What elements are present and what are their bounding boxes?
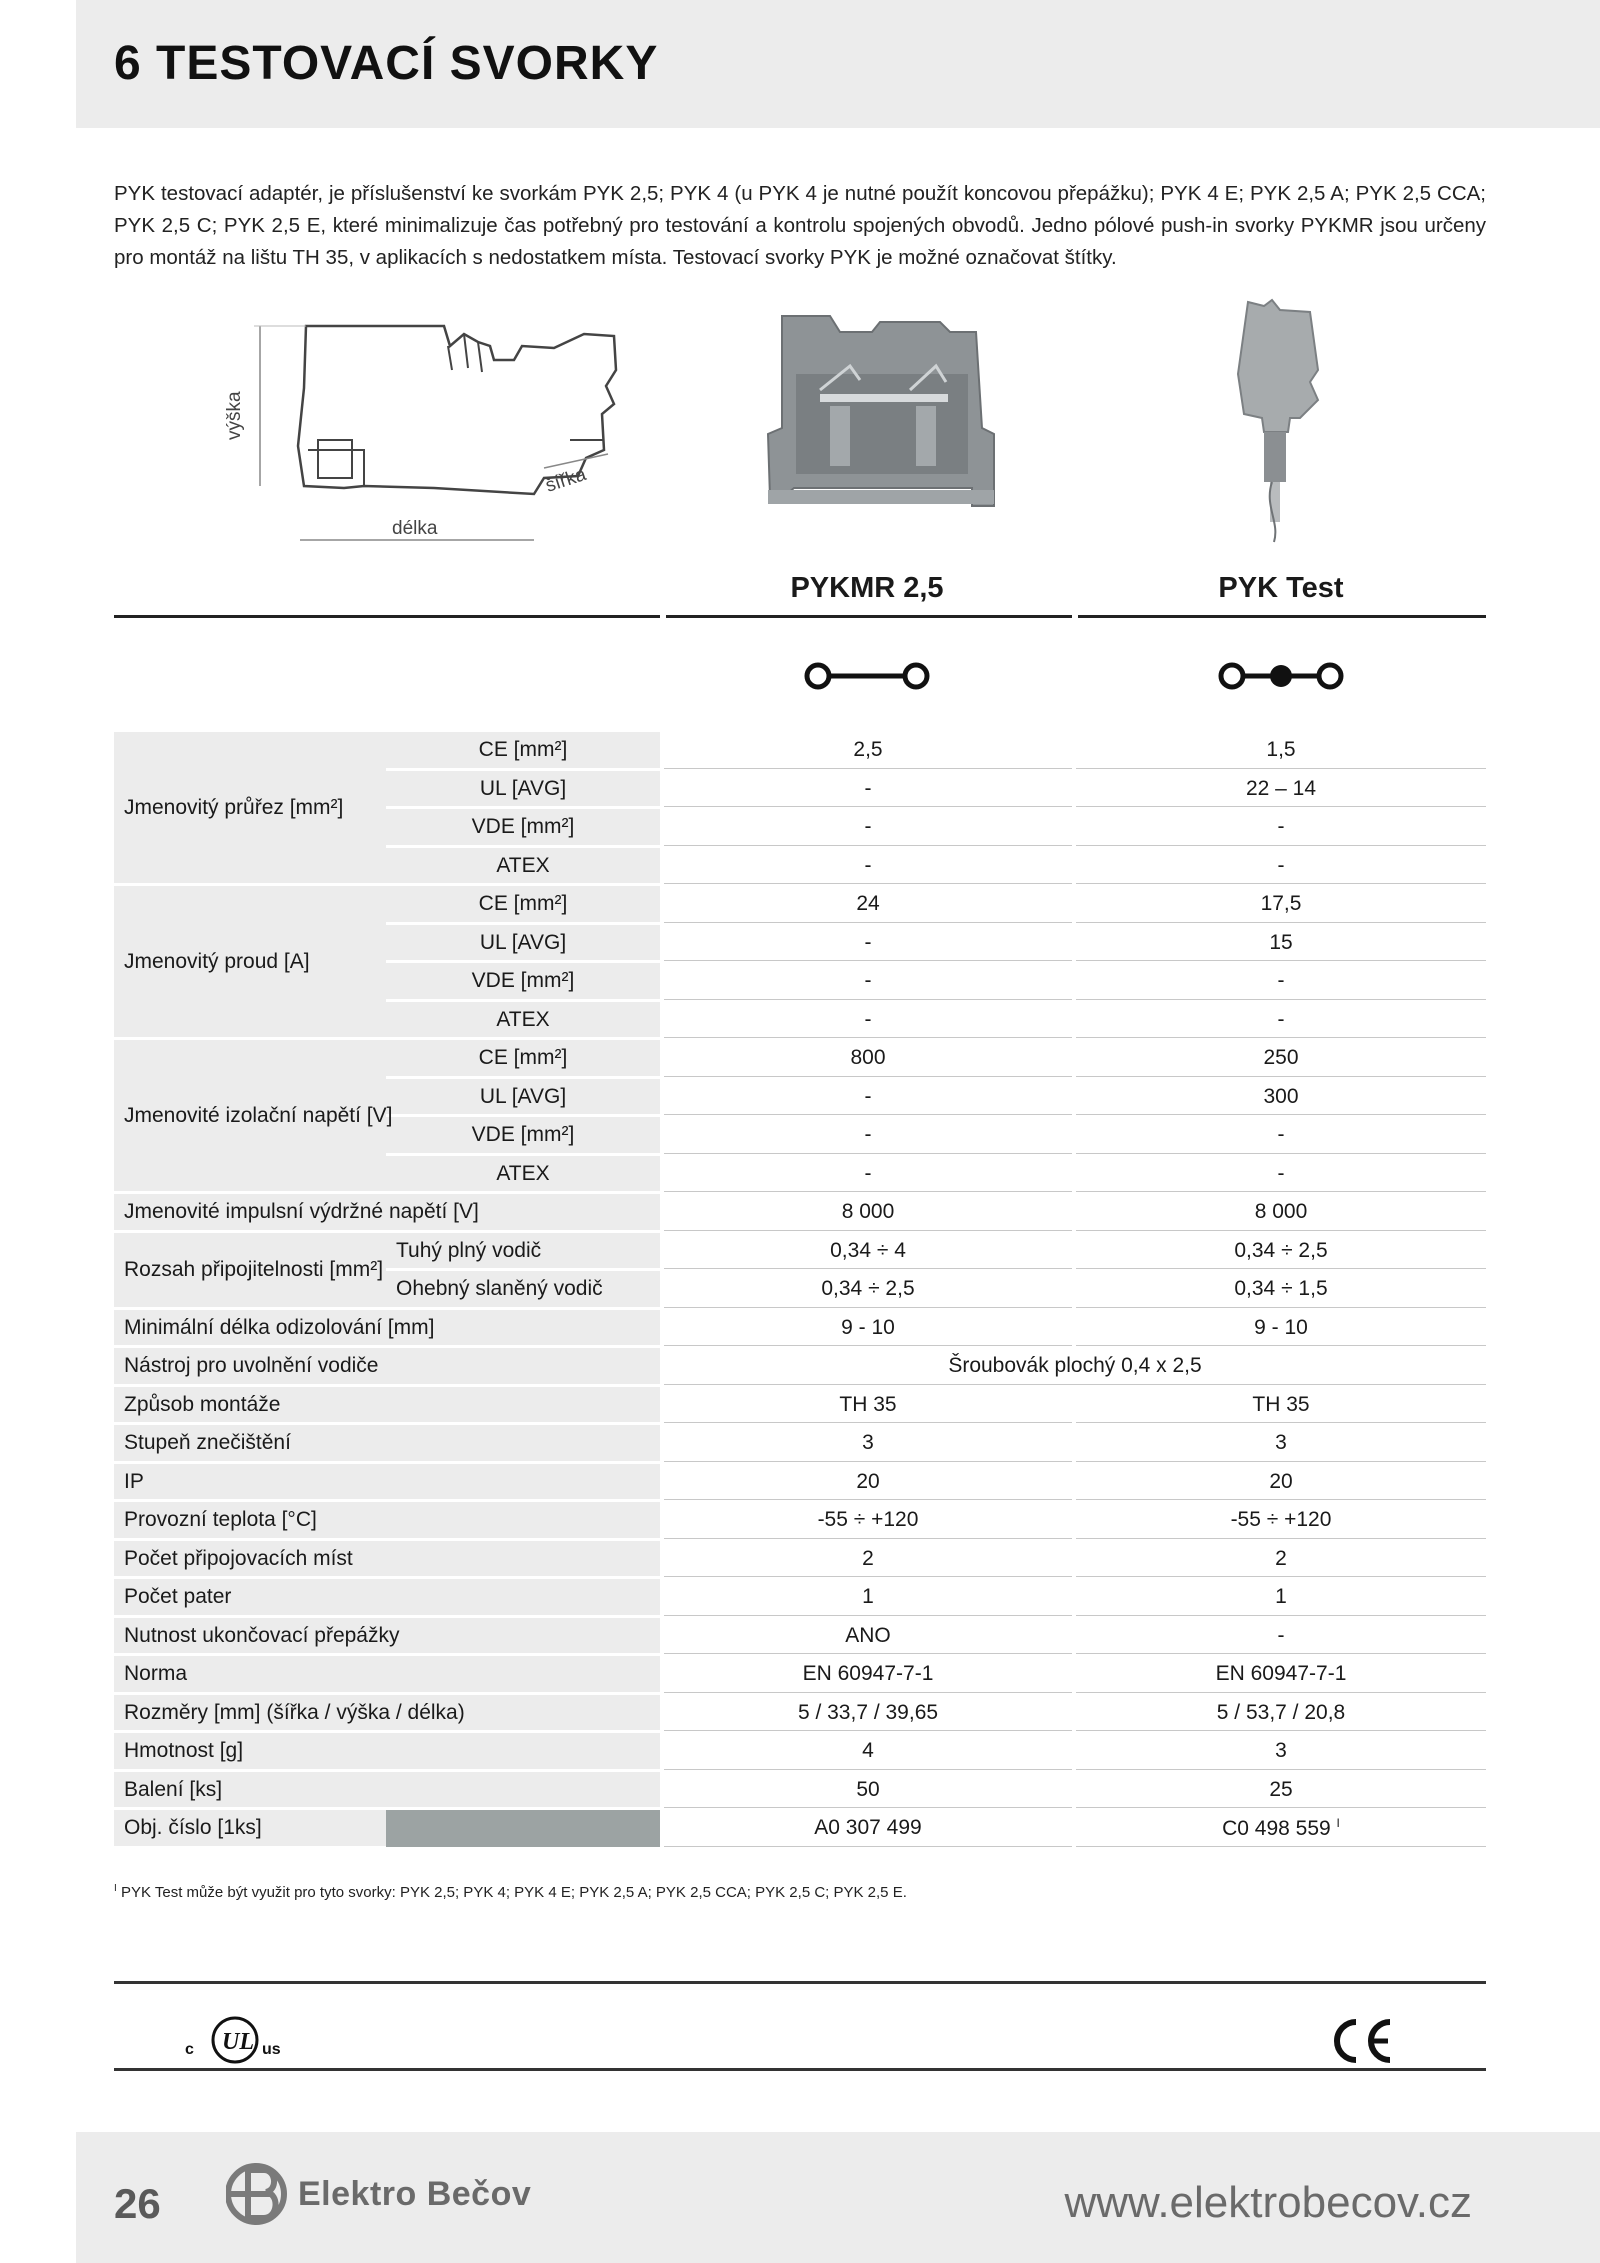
value-pykmr: - <box>662 962 1074 1001</box>
footnote <box>114 1883 907 1901</box>
value-pykmr: ANO <box>662 1617 1074 1656</box>
value-pykmr: 4 <box>662 1732 1074 1771</box>
sub-label: Tuhý plný vodič <box>386 1232 662 1271</box>
value-pyk-test: 0,34 ÷ 2,5 <box>1074 1232 1486 1271</box>
sub-label: VDE [mm²] <box>386 962 662 1001</box>
label-height: výška <box>224 391 245 440</box>
value-pyk-test: 22 – 14 <box>1074 770 1486 809</box>
value-pyk-test: 1 <box>1074 1578 1486 1617</box>
row-label: Nutnost ukončovací přepážky <box>114 1617 662 1656</box>
table-row <box>114 1039 1486 1078</box>
value-pyk-test: 9 - 10 <box>1074 1309 1486 1348</box>
header-bar <box>76 0 1600 128</box>
sub-label: VDE [mm²] <box>386 1116 662 1155</box>
gray-cell <box>386 1809 662 1848</box>
value-pyk-test: - <box>1074 808 1486 847</box>
group-label: Jmenovitý průřez [mm²] <box>114 732 386 885</box>
row-label: Počet pater <box>114 1578 662 1617</box>
table-row <box>114 1540 1486 1579</box>
table-row <box>114 1501 1486 1540</box>
elektro-becov-logo-icon <box>226 2156 290 2232</box>
value-pyk-test: 20 <box>1074 1463 1486 1502</box>
dimension-drawing <box>214 290 634 560</box>
value-pykmr: - <box>662 1116 1074 1155</box>
sub-label: CE [mm²] <box>386 732 662 770</box>
table-row <box>114 885 1486 924</box>
row-label: Nástroj pro uvolnění vodiče <box>114 1347 662 1386</box>
value-pyk-test: 15 <box>1074 924 1486 963</box>
value-pyk-test: 8 000 <box>1074 1193 1486 1232</box>
brand-logo <box>226 2156 531 2232</box>
value-pyk-test: - <box>1074 1001 1486 1040</box>
cert-divider <box>114 1981 1486 1984</box>
value-pykmr: - <box>662 1001 1074 1040</box>
value-pykmr: 2 <box>662 1540 1074 1579</box>
order-number-pykmr: A0 307 499 <box>662 1809 1074 1848</box>
svg-text:c: c <box>185 2041 194 2058</box>
label-length: délka <box>392 518 438 539</box>
value-pykmr: 5 / 33,7 / 39,65 <box>662 1694 1074 1733</box>
brand-name: Elektro Bečov <box>298 2174 532 2213</box>
table-row <box>114 1732 1486 1771</box>
value-pyk-test: EN 60947-7-1 <box>1074 1655 1486 1694</box>
table-row <box>114 1578 1486 1617</box>
product-figures <box>114 290 1486 560</box>
row-label: Obj. číslo [1ks] <box>114 1809 386 1848</box>
column-header-pyk-test: PYK Test <box>1218 572 1344 604</box>
value-pykmr: TH 35 <box>662 1386 1074 1425</box>
value-pykmr: - <box>662 847 1074 886</box>
sub-label: VDE [mm²] <box>386 808 662 847</box>
value-pykmr: - <box>662 1078 1074 1117</box>
table-row <box>114 1232 1486 1271</box>
row-label: IP <box>114 1463 662 1502</box>
value-pykmr: - <box>662 808 1074 847</box>
value-pyk-test: -55 ÷ +120 <box>1074 1501 1486 1540</box>
intro-paragraph: PYK testovací adaptér, je příslušenství ke svorkám PYK 2,5; PYK 4 (u PYK 4 je nutné použít koncovou přepážku); PYK 4 E; PYK 2,5 A; PYK 2,5 CCA; PYK 2,5 C; PYK 2,5 E, které minimalizuje čas potřebný pro testování a kontrolu spojených obvodů. Jedno pólové push-in svorky PYKMR jsou určeny pro montáž na lištu TH 35, v aplikacích s nedostatkem místa. Testovací svorky PYK je možné označovat štítky. <box>114 182 1486 269</box>
value-pyk-test: 5 / 53,7 / 20,8 <box>1074 1694 1486 1733</box>
value-pyk-test: - <box>1074 962 1486 1001</box>
symbol-single-pole <box>802 656 932 696</box>
group-label: Jmenovitý proud [A] <box>114 885 386 1039</box>
value-pykmr: 0,34 ÷ 2,5 <box>662 1270 1074 1309</box>
table-row <box>114 1193 1486 1232</box>
value-pykmr: 2,5 <box>662 732 1074 770</box>
website-link[interactable]: www.elektrobecov.cz <box>1064 2178 1472 2227</box>
value-pyk-test: TH 35 <box>1074 1386 1486 1425</box>
table-row <box>114 1655 1486 1694</box>
page-title: 6 TESTOVACÍ SVORKY <box>114 37 659 90</box>
value-merged: Šroubovák plochý 0,4 x 2,5 <box>662 1347 1486 1386</box>
value-pyk-test: 300 <box>1074 1078 1486 1117</box>
table-row <box>114 1309 1486 1348</box>
sub-label: Ohebný slaněný vodič <box>386 1270 662 1309</box>
pyk-test-adapter-image <box>1224 296 1344 546</box>
value-pykmr: -55 ÷ +120 <box>662 1501 1074 1540</box>
row-label: Hmotnost [g] <box>114 1732 662 1771</box>
row-label: Způsob montáže <box>114 1386 662 1425</box>
value-pykmr: 800 <box>662 1039 1074 1078</box>
value-pyk-test: 2 <box>1074 1540 1486 1579</box>
value-pyk-test: 3 <box>1074 1732 1486 1771</box>
value-pykmr: 50 <box>662 1771 1074 1810</box>
value-pyk-test: - <box>1074 1617 1486 1656</box>
column-header-pykmr: PYKMR 2,5 <box>790 572 944 604</box>
page-number: 26 <box>114 2180 161 2227</box>
value-pyk-test: 3 <box>1074 1424 1486 1463</box>
label-width: šířka <box>543 464 589 497</box>
value-pyk-test: 250 <box>1074 1039 1486 1078</box>
value-pykmr: 24 <box>662 885 1074 924</box>
sub-label: CE [mm²] <box>386 1039 662 1078</box>
cul-us-logo <box>182 2016 292 2066</box>
ce-mark <box>1326 2016 1396 2066</box>
value-pykmr: 0,34 ÷ 4 <box>662 1232 1074 1271</box>
value-pykmr: 1 <box>662 1578 1074 1617</box>
value-pykmr: 3 <box>662 1424 1074 1463</box>
value-pykmr: - <box>662 924 1074 963</box>
value-pyk-test: 17,5 <box>1074 885 1486 924</box>
table-row <box>114 1386 1486 1425</box>
cert-divider <box>114 2068 1486 2071</box>
row-label: Rozměry [mm] (šířka / výška / délka) <box>114 1694 662 1733</box>
sub-label: UL [AVG] <box>386 770 662 809</box>
table-row <box>114 1694 1486 1733</box>
pykmr-terminal-image <box>760 310 1000 530</box>
svg-text:us: us <box>262 2041 281 2058</box>
table-row <box>114 1347 1486 1386</box>
value-pyk-test: - <box>1074 1116 1486 1155</box>
header-divider <box>666 615 1072 618</box>
symbol-test-pole <box>1216 656 1346 696</box>
footnote-mark: I <box>1336 1815 1340 1830</box>
sub-label: ATEX <box>386 1001 662 1040</box>
row-label: Jmenovité impulsní výdržné napětí [V] <box>114 1193 662 1232</box>
table-row <box>114 1771 1486 1810</box>
footnote-text: PYK Test může být využit pro tyto svorky: PYK 2,5; PYK 4; PYK 4 E; PYK 2,5 A; PYK 2,5 CCA; PYK 2,5 C; PYK 2,5 E. <box>120 1884 907 1901</box>
row-label: Stupeň znečištění <box>114 1424 662 1463</box>
sub-label: UL [AVG] <box>386 924 662 963</box>
row-label: Norma <box>114 1655 662 1694</box>
sub-label: CE [mm²] <box>386 885 662 924</box>
value-pyk-test: 0,34 ÷ 1,5 <box>1074 1270 1486 1309</box>
row-label: Balení [ks] <box>114 1771 662 1810</box>
group-label: Jmenovité izolační napětí [V] <box>114 1039 386 1193</box>
table-row <box>114 732 1486 770</box>
value-pykmr: - <box>662 1155 1074 1194</box>
row-label: Provozní teplota [°C] <box>114 1501 662 1540</box>
order-number-pyk-test: C0 498 559 <box>1222 1816 1331 1840</box>
value-pyk-test: - <box>1074 1155 1486 1194</box>
value-pykmr: 9 - 10 <box>662 1309 1074 1348</box>
table-row <box>114 1809 1486 1848</box>
value-pykmr: 8 000 <box>662 1193 1074 1232</box>
value-pyk-test: 1,5 <box>1074 732 1486 770</box>
sub-label: UL [AVG] <box>386 1078 662 1117</box>
footnote-mark: I <box>114 1883 117 1894</box>
header-divider <box>114 615 660 618</box>
footer-bar <box>76 2132 1600 2263</box>
table-row <box>114 1463 1486 1502</box>
row-label: Minimální délka odizolování [mm] <box>114 1309 662 1348</box>
header-divider <box>1078 615 1486 618</box>
value-pykmr: EN 60947-7-1 <box>662 1655 1074 1694</box>
table-row <box>114 1424 1486 1463</box>
value-pyk-test: 25 <box>1074 1771 1486 1810</box>
value-pykmr: 20 <box>662 1463 1074 1502</box>
sub-label: ATEX <box>386 847 662 886</box>
group-label: Rozsah připojitelnosti [mm²] <box>114 1232 386 1309</box>
order-number-pyk-test-cell <box>1074 1809 1486 1848</box>
sub-label: ATEX <box>386 1155 662 1194</box>
row-label: Počet připojovacích míst <box>114 1540 662 1579</box>
value-pykmr: - <box>662 770 1074 809</box>
spec-table <box>114 732 1486 1849</box>
table-row <box>114 1617 1486 1656</box>
svg-text:UL: UL <box>222 2029 254 2055</box>
value-pyk-test: - <box>1074 847 1486 886</box>
